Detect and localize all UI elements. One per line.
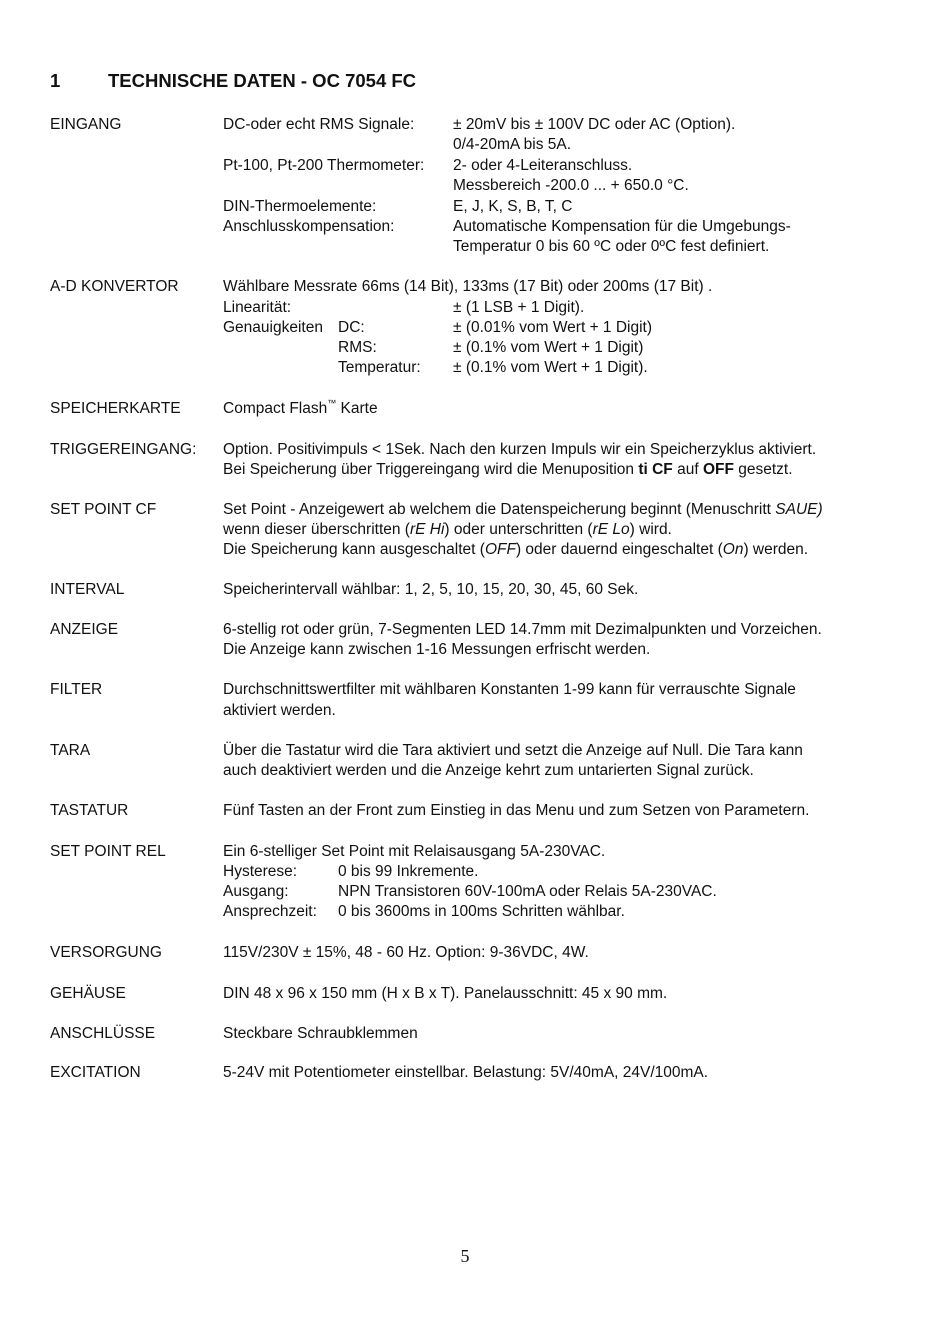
spec-key: Linearität: xyxy=(223,299,292,316)
spec-text: DIN 48 x 96 x 150 mm (H x B x T). Panelausschnitt: 45 x 90 mm. xyxy=(223,985,668,1002)
spec-label: EXCITATION xyxy=(50,1064,141,1081)
page-number: 5 xyxy=(460,1246,470,1266)
spec-label: A-D KONVERTOR xyxy=(50,278,179,295)
spec-key: Ansprechzeit: xyxy=(223,903,317,920)
spec-label: SPEICHERKARTE xyxy=(50,400,181,417)
spec-key: Hysterese: xyxy=(223,863,298,880)
spec-value: Messbereich -200.0 ... + 650.0 °C. xyxy=(453,177,689,194)
spec-subkey: RMS: xyxy=(338,339,377,356)
spec-text: Steckbare Schraubklemmen xyxy=(223,1025,418,1042)
spec-value: 0 bis 3600ms in 100ms Schritten wählbar. xyxy=(338,903,625,920)
spec-label: FILTER xyxy=(50,681,103,698)
spec-label: VERSORGUNG xyxy=(50,944,162,961)
spec-label: TASTATUR xyxy=(50,802,129,819)
menu-option: rE Hi xyxy=(409,521,445,538)
spec-value: 0/4-20mA bis 5A. xyxy=(453,136,572,153)
spec-value: Temperatur 0 bis 60 ºC oder 0ºC fest definiert. xyxy=(453,238,770,255)
spec-label: ANZEIGE xyxy=(50,621,119,638)
spec-text-part: ) oder dauernd eingeschaltet ( xyxy=(515,541,723,558)
spec-text-part: ) oder unterschritten ( xyxy=(444,521,593,538)
spec-label: TRIGGEREINGANG: xyxy=(50,441,197,458)
spec-value: E, J, K, S, B, T, C xyxy=(453,198,573,215)
spec-text-part: Bei Speicherung über Triggereingang wird die Menuposition xyxy=(223,461,639,478)
menu-step: SAUE) xyxy=(775,501,823,518)
menu-option: OFF xyxy=(484,541,516,558)
spec-value: NPN Transistoren 60V-100mA oder Relais 5A-230VAC. xyxy=(338,883,717,900)
spec-value: ± (0.1% vom Wert + 1 Digit) xyxy=(453,339,644,356)
spec-label: TARA xyxy=(50,742,91,759)
spec-text: Durchschnittswertfilter mit wählbaren Konstanten 1-99 kann für verrauschte Signale xyxy=(223,681,796,698)
menu-option: On xyxy=(722,541,744,558)
spec-text: Ein 6-stelliger Set Point mit Relaisausgang 5A-230VAC. xyxy=(223,843,606,860)
spec-text xyxy=(223,540,808,560)
spec-text xyxy=(223,460,793,480)
spec-text: Speicherintervall wählbar: 1, 2, 5, 10, 15, 20, 30, 45, 60 Sek. xyxy=(223,581,639,598)
spec-text-part: Set Point - Anzeigewert ab welchem die Datenspeicherung beginnt (Menuschritt xyxy=(223,501,776,518)
spec-key: DIN-Thermoelemente: xyxy=(223,198,377,215)
menu-position: ti CF xyxy=(638,461,673,478)
spec-text-part: ) wird. xyxy=(629,521,672,538)
spec-text: Wählbare Messrate 66ms (14 Bit), 133ms (17 Bit) oder 200ms (17 Bit) . xyxy=(223,278,713,295)
spec-text: Über die Tastatur wird die Tara aktiviert und setzt die Anzeige auf Null. Die Tara kann xyxy=(223,742,803,759)
spec-text: 6-stellig rot oder grün, 7-Segmenten LED 14.7mm mit Dezimalpunkten und Vorzeichen. xyxy=(223,621,822,638)
spec-label: ANSCHLÜSSE xyxy=(50,1025,156,1042)
spec-text: 115V/230V ± 15%, 48 - 60 Hz. Option: 9-36VDC, 4W. xyxy=(223,944,589,961)
spec-key: Anschlusskompensation: xyxy=(223,218,395,235)
section-title: TECHNISCHE DATEN - OC 7054 FC xyxy=(108,70,417,91)
spec-text: aktiviert werden. xyxy=(223,702,336,719)
spec-text xyxy=(223,500,823,520)
spec-text: auch deaktiviert werden und die Anzeige kehrt zum untarierten Signal zurück. xyxy=(223,762,754,779)
trademark-symbol: ™ xyxy=(327,398,337,408)
menu-option: rE Lo xyxy=(592,521,630,538)
menu-value: OFF xyxy=(702,461,734,478)
spec-value: ± (0.1% vom Wert + 1 Digit). xyxy=(453,359,648,376)
spec-label: SET POINT REL xyxy=(50,843,166,860)
spec-label: GEHÄUSE xyxy=(50,985,126,1002)
spec-value: 2- oder 4-Leiteranschluss. xyxy=(453,157,633,174)
spec-text-part: Karte xyxy=(336,400,378,417)
spec-key: Pt-100, Pt-200 Thermometer: xyxy=(223,157,425,174)
spec-text-part: Compact Flash xyxy=(223,400,328,417)
spec-value: ± 20mV bis ± 100V DC oder AC (Option). xyxy=(453,116,736,133)
spec-value: ± (1 LSB + 1 Digit). xyxy=(453,299,585,316)
spec-text: Fünf Tasten an der Front zum Einstieg in das Menu und zum Setzen von Parametern. xyxy=(223,802,810,819)
spec-key: Ausgang: xyxy=(223,883,289,900)
spec-text: Die Anzeige kann zwischen 1-16 Messungen erfrischt werden. xyxy=(223,641,651,658)
spec-text-part: wenn dieser überschritten ( xyxy=(223,521,410,538)
spec-label: SET POINT CF xyxy=(50,501,157,518)
spec-text-part: auf xyxy=(672,461,703,478)
spec-key: Genauigkeiten xyxy=(223,319,323,336)
spec-label: INTERVAL xyxy=(50,581,125,598)
spec-value: Automatische Kompensation für die Umgebungs- xyxy=(453,218,791,235)
spec-text-part: ) werden. xyxy=(743,541,809,558)
spec-text xyxy=(223,399,378,420)
spec-value: 0 bis 99 Inkremente. xyxy=(338,863,479,880)
spec-value: ± (0.01% vom Wert + 1 Digit) xyxy=(453,319,653,336)
spec-text-part: Die Speicherung kann ausgeschaltet ( xyxy=(223,541,485,558)
spec-key: DC-oder echt RMS Signale: xyxy=(223,116,415,133)
spec-label: EINGANG xyxy=(50,116,122,133)
spec-text: Option. Positivimpuls < 1Sek. Nach den kurzen Impuls wir ein Speicherzyklus aktiviert. xyxy=(223,441,817,458)
section-number: 1 xyxy=(50,70,61,91)
spec-text xyxy=(223,520,672,540)
spec-text-part: gesetzt. xyxy=(733,461,793,478)
spec-subkey: DC: xyxy=(338,319,365,336)
spec-text: 5-24V mit Potentiometer einstellbar. Belastung: 5V/40mA, 24V/100mA. xyxy=(223,1064,709,1081)
spec-subkey: Temperatur: xyxy=(338,359,421,376)
